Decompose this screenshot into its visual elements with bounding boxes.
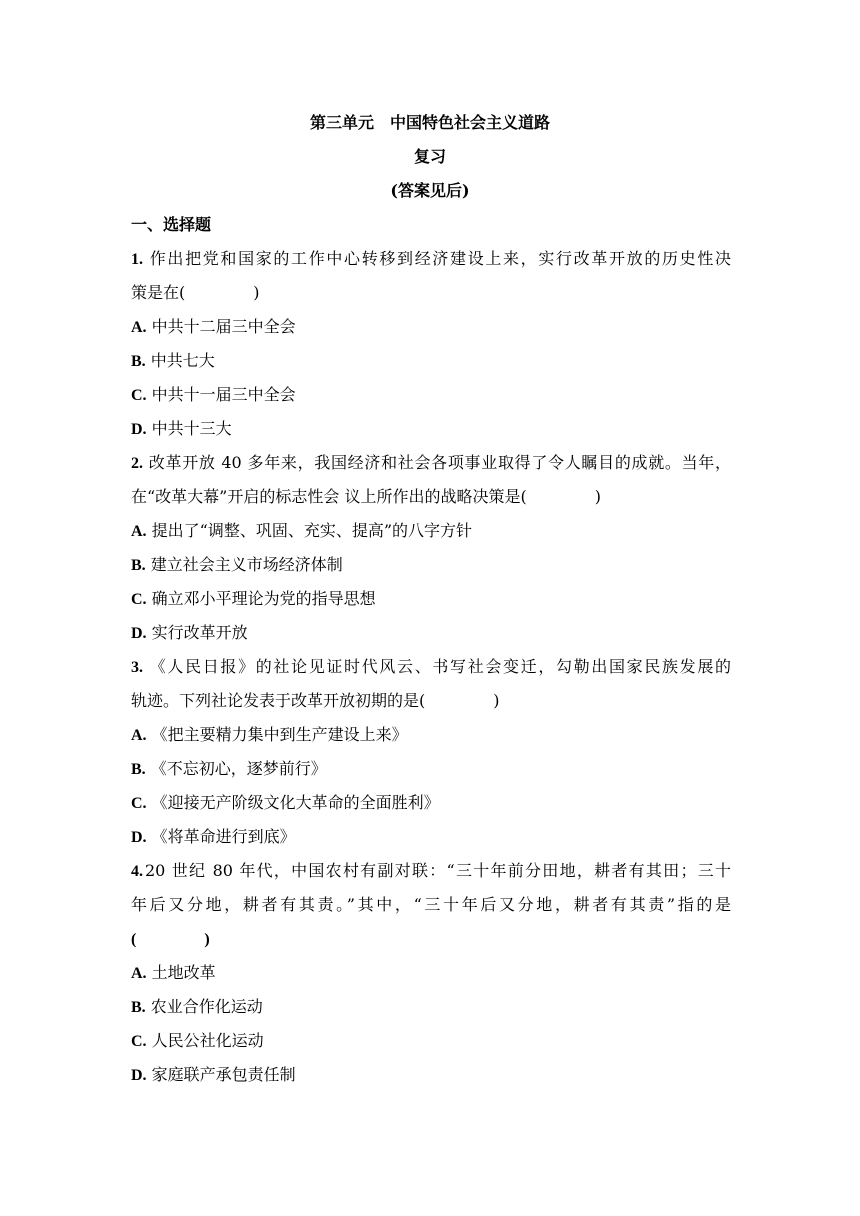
option-item — [131, 718, 731, 752]
option-item — [131, 752, 731, 786]
option-letter: B. — [131, 557, 146, 574]
option-item — [131, 548, 731, 582]
unit-title: 第三单元 中国特色社会主义道路 — [309, 113, 550, 132]
answer-paren-close: ) — [594, 487, 601, 506]
option-text: 家庭联产承包责任制 — [151, 1065, 296, 1084]
option-letter: B. — [131, 999, 146, 1016]
question-4-line-2 — [131, 888, 731, 922]
option-letter: A. — [131, 727, 147, 744]
option-letter: D. — [131, 1067, 147, 1084]
question-text: 在“改革大幕”开启的标志性会 议上所作出的战略决策是( — [131, 487, 527, 506]
question-text: 作出把党和国家的工作中心转移到经济建设上来，实行改革开放的历史性决 — [149, 249, 731, 268]
option-item — [131, 1024, 731, 1058]
option-letter: D. — [131, 421, 147, 438]
option-letter: B. — [131, 761, 146, 778]
question-number: 3. — [131, 659, 143, 676]
option-item — [131, 582, 731, 616]
option-letter: A. — [131, 523, 147, 540]
option-item — [131, 1058, 731, 1092]
option-text: 建立社会主义市场经济体制 — [150, 555, 343, 574]
option-item — [131, 990, 731, 1024]
review-subtitle: 复习 — [413, 147, 446, 166]
question-text: 策是在( — [131, 283, 186, 302]
option-text: 实行改革开放 — [151, 623, 248, 642]
option-item — [131, 514, 731, 548]
question-list — [131, 208, 731, 1092]
option-text: 中共十一届三中全会 — [151, 385, 296, 404]
option-item — [131, 786, 731, 820]
option-letter: B. — [131, 353, 146, 370]
option-text: 《迎接无产阶级文化大革命的全面胜利》 — [151, 793, 440, 812]
answers-note: (答案见后) — [390, 181, 470, 200]
option-text: 中共七大 — [150, 351, 215, 370]
option-text: 《将革命进行到底》 — [151, 827, 296, 846]
answer-paren-close: ) — [253, 283, 260, 302]
option-item — [131, 344, 731, 378]
option-text: 人民公社化运动 — [151, 1031, 264, 1050]
option-item — [131, 616, 731, 650]
option-text: 确立邓小平理论为党的指导思想 — [151, 589, 376, 608]
question-text: 年后又分地，耕者有其责。”其中，“三十年后又分地，耕者有其责”指的是 — [131, 895, 731, 914]
section-title: 一、选择题 — [131, 215, 212, 234]
question-4-line-1 — [131, 854, 731, 888]
question-text: 改革开放 40 多年来，我国经济和社会各项事业取得了令人瞩目的成就。当年， — [148, 453, 731, 472]
question-1-line-1 — [131, 242, 731, 276]
option-letter: C. — [131, 591, 147, 608]
option-letter: A. — [131, 319, 147, 336]
question-4-line-3 — [131, 922, 731, 956]
question-3-line-2 — [131, 684, 731, 718]
question-text: 20 世纪 80 年代，中国农村有副对联：“三十年前分田地，耕者有其田；三十 — [145, 861, 731, 880]
option-letter: D. — [131, 625, 147, 642]
question-number: 4. — [131, 863, 143, 880]
question-text: 轨迹。下列社论发表于改革开放初期的是( — [131, 691, 426, 710]
option-text: 农业合作化运动 — [150, 997, 263, 1016]
option-text: 提出了“调整、巩固、充实、提高”的八字方针 — [151, 521, 473, 540]
question-number: 2. — [131, 455, 143, 472]
option-letter: C. — [131, 795, 147, 812]
option-letter: C. — [131, 1033, 147, 1050]
option-letter: C. — [131, 387, 147, 404]
option-letter: D. — [131, 829, 147, 846]
option-item — [131, 820, 731, 854]
question-2-line-2 — [131, 480, 731, 514]
option-item — [131, 310, 731, 344]
option-item — [131, 956, 731, 990]
question-1-line-2 — [131, 276, 731, 310]
question-text: 《人民日报》的社论见证时代风云、书写社会变迁，勾勒出国家民族发展的 — [149, 657, 731, 676]
option-text: 土地改革 — [151, 963, 216, 982]
option-letter: A. — [131, 965, 147, 982]
option-text: 中共十三大 — [151, 419, 232, 438]
question-3-line-1 — [131, 650, 731, 684]
answer-paren-close: ) — [493, 691, 500, 710]
option-item — [131, 412, 731, 446]
option-text: 《把主要精力集中到生产建设上来》 — [151, 725, 408, 744]
option-text: 中共十二届三中全会 — [151, 317, 296, 336]
answer-paren-open: ( — [131, 931, 137, 948]
question-2-line-1 — [131, 446, 731, 480]
answer-paren-close: ) — [204, 931, 210, 948]
option-item — [131, 378, 731, 412]
option-text: 《不忘初心，逐梦前行》 — [150, 759, 327, 778]
question-number: 1. — [131, 251, 143, 268]
